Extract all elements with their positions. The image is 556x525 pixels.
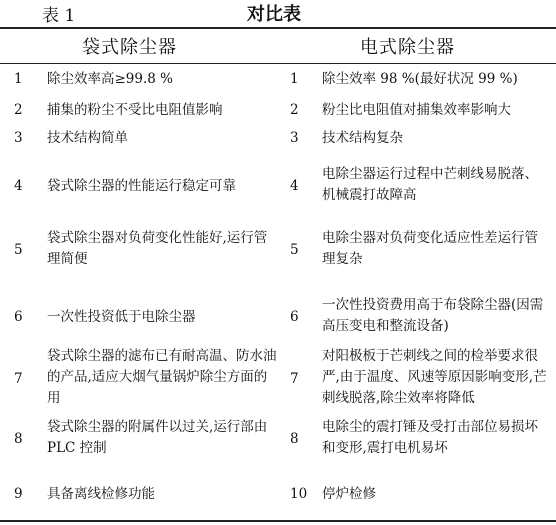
row-number-left: 8: [14, 431, 23, 447]
header-rule: [0, 63, 556, 64]
row-text-right: 停炉检修: [322, 486, 376, 502]
row-text-right: 粉尘比电阻值对捕集效率影响大: [322, 102, 511, 118]
row-text-left: 技术结构简单: [47, 130, 128, 146]
row-text-right: 对阳极板于芒刺线之间的检举要求很严,由于温度、风速等原因影响变形,芒刺线脱落,除尘效率将降低: [322, 348, 547, 406]
row-number-left: 2: [14, 102, 23, 118]
row-text-right: 电除尘器对负荷变化适应性差运行管理复杂: [322, 230, 538, 267]
table-bottom-rule: [0, 520, 556, 522]
table-label: 表 1: [42, 6, 76, 26]
row-number-right: 2: [290, 102, 299, 118]
row-text-left: 具备离线检修功能: [47, 486, 155, 502]
row-number-left: 1: [14, 71, 23, 87]
row-text-left: 袋式除尘器的滤布已有耐高温、防水油的产品,适应大烟气量锅炉除尘方面的用: [47, 348, 277, 406]
row-number-right: 6: [290, 309, 299, 325]
row-text-left: 捕集的粉尘不受比电阻值影响: [47, 102, 223, 118]
table-top-rule: [0, 27, 556, 29]
row-number-right: 3: [290, 130, 299, 146]
row-number-right: 4: [290, 178, 299, 194]
header-electrostatic: 电式除尘器: [360, 37, 455, 58]
row-number-left: 4: [14, 178, 23, 194]
row-text-left: 一次性投资低于电除尘器: [47, 309, 196, 325]
header-bag-filter: 袋式除尘器: [82, 37, 177, 58]
row-number-right: 8: [290, 431, 299, 447]
row-text-right: 一次性投资费用高于布袋除尘器(因需高压变电和整流设备): [322, 297, 544, 334]
row-number-left: 9: [14, 486, 23, 502]
row-number-right: 7: [290, 371, 299, 387]
row-text-right: 电除尘器运行过程中芒刺线易脱落、机械震打故障高: [322, 166, 538, 203]
row-text-left: 除尘效率高≥99.8 %: [47, 71, 173, 87]
row-number-left: 6: [14, 309, 23, 325]
row-number-right: 10: [290, 486, 308, 502]
row-number-left: 5: [14, 242, 23, 258]
row-number-left: 3: [14, 130, 23, 146]
row-number-right: 5: [290, 242, 299, 258]
row-text-right: 技术结构复杂: [322, 130, 403, 146]
table-title: 对比表: [247, 4, 301, 25]
row-text-left: 袋式除尘器对负荷变化性能好,运行管理简便: [47, 230, 268, 267]
row-text-left: 袋式除尘器的性能运行稳定可靠: [47, 178, 236, 194]
row-text-left: 袋式除尘器的附属件以过关,运行部由PLC 控制: [47, 419, 268, 456]
row-text-right: 电除尘的震打锤及受打击部位易损坏和变形,震打电机易坏: [322, 419, 538, 456]
row-number-right: 1: [290, 71, 299, 87]
row-number-left: 7: [14, 371, 23, 387]
row-text-right: 除尘效率 98 %(最好状况 99 %): [322, 71, 518, 87]
